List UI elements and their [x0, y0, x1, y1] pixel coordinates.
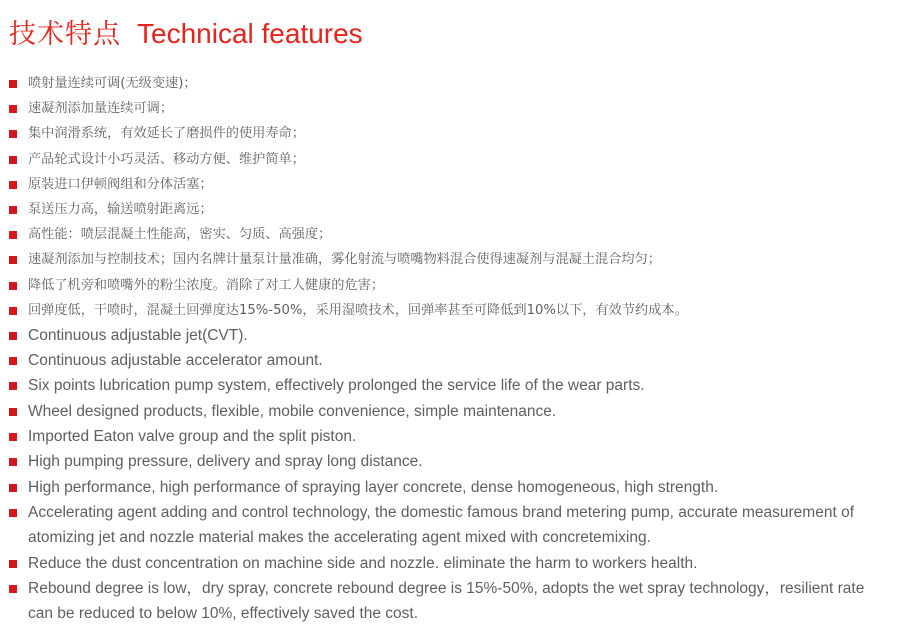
feature-item [9, 298, 889, 323]
feature-text: 集中润滑系统，有效延长了磨损件的使用寿命； [28, 126, 305, 142]
feature-item [9, 551, 889, 576]
feature-item [9, 323, 889, 348]
feature-text: 速凝剂添加量连续可调； [28, 101, 174, 117]
square-bullet-icon [9, 332, 17, 340]
feature-item [9, 121, 889, 146]
feature-list [9, 71, 889, 626]
square-bullet-icon [9, 130, 17, 138]
feature-item [9, 172, 889, 197]
square-bullet-icon [9, 357, 17, 365]
title-english: Technical features [137, 18, 363, 49]
feature-text: Continuous adjustable accelerator amount. [28, 352, 323, 370]
square-bullet-icon [9, 256, 17, 264]
square-bullet-icon [9, 484, 17, 492]
feature-text: 产品轮式设计小巧灵活、移动方便、维护简单； [28, 151, 305, 167]
feature-item [9, 247, 889, 272]
feature-item [9, 475, 889, 500]
square-bullet-icon [9, 560, 17, 568]
square-bullet-icon [9, 105, 17, 113]
feature-text: Six points lubrication pump system, effectively prolonged the service life of the wear parts. [28, 377, 645, 395]
square-bullet-icon [9, 509, 17, 517]
square-bullet-icon [9, 433, 17, 441]
feature-item [9, 424, 889, 449]
feature-item [9, 500, 873, 551]
feature-item [9, 399, 889, 424]
square-bullet-icon [9, 307, 17, 315]
square-bullet-icon [9, 458, 17, 466]
square-bullet-icon [9, 282, 17, 290]
feature-item [9, 576, 873, 627]
square-bullet-icon [9, 181, 17, 189]
square-bullet-icon [9, 231, 17, 239]
feature-item [9, 96, 889, 121]
feature-item [9, 222, 889, 247]
feature-text: Imported Eaton valve group and the split piston. [28, 428, 357, 446]
feature-text: High performance, high performance of spraying layer concrete, dense homogeneous, high strength. [28, 478, 719, 496]
square-bullet-icon [9, 382, 17, 390]
feature-text: 喷射量连续可调(无级变速)； [28, 76, 197, 91]
feature-text: 原装进口伊顿阀组和分体活塞； [28, 176, 213, 192]
square-bullet-icon [9, 80, 17, 88]
feature-text: High pumping pressure, delivery and spray long distance. [28, 453, 423, 471]
feature-text: Reduce the dust concentration on machine side and nozzle. eliminate the harm to workers health. [28, 554, 698, 572]
feature-item [9, 373, 889, 398]
feature-item [9, 449, 889, 474]
feature-text: 泵送压力高，输送喷射距离远； [28, 201, 213, 217]
feature-text: Continuous adjustable jet(CVT). [28, 326, 248, 344]
title-chinese: 技术特点 [9, 19, 121, 50]
feature-text: Rebound degree is low，dry spray, concrete rebound degree is 15%-50%, adopts the wet spray technology，resilient rate can be reduced to below 10%, effectively saved the cost. [28, 579, 865, 623]
feature-text: 回弹度低，干喷时，混凝土回弹度达15%-50%，采用湿喷技术，回弹率甚至可降低到10%以下，有效节约成本。 [28, 302, 688, 318]
square-bullet-icon [9, 206, 17, 214]
feature-text: 高性能：喷层混凝土性能高，密实、匀质、高强度； [28, 227, 332, 243]
feature-text: Wheel designed products, flexible, mobile convenience, simple maintenance. [28, 402, 557, 420]
feature-item [9, 147, 889, 172]
feature-item [9, 348, 889, 373]
feature-text: 速凝剂添加与控制技术；国内名牌计量泵计量准确，雾化射流与喷嘴物料混合使得速凝剂与混凝土混合均匀； [28, 252, 661, 268]
feature-item [9, 273, 889, 298]
square-bullet-icon [9, 408, 17, 416]
feature-text: Accelerating agent adding and control technology, the domestic famous brand metering pump, accurate measurement of atomizing jet and nozzle material makes the accelerating agent mixed with concretemixing. [28, 503, 854, 547]
feature-text: 降低了机旁和喷嘴外的粉尘浓度。消除了对工人健康的危害； [28, 277, 385, 293]
square-bullet-icon [9, 156, 17, 164]
page-header [9, 12, 363, 52]
feature-item [9, 197, 889, 222]
feature-item [9, 71, 889, 96]
square-bullet-icon [9, 585, 17, 593]
